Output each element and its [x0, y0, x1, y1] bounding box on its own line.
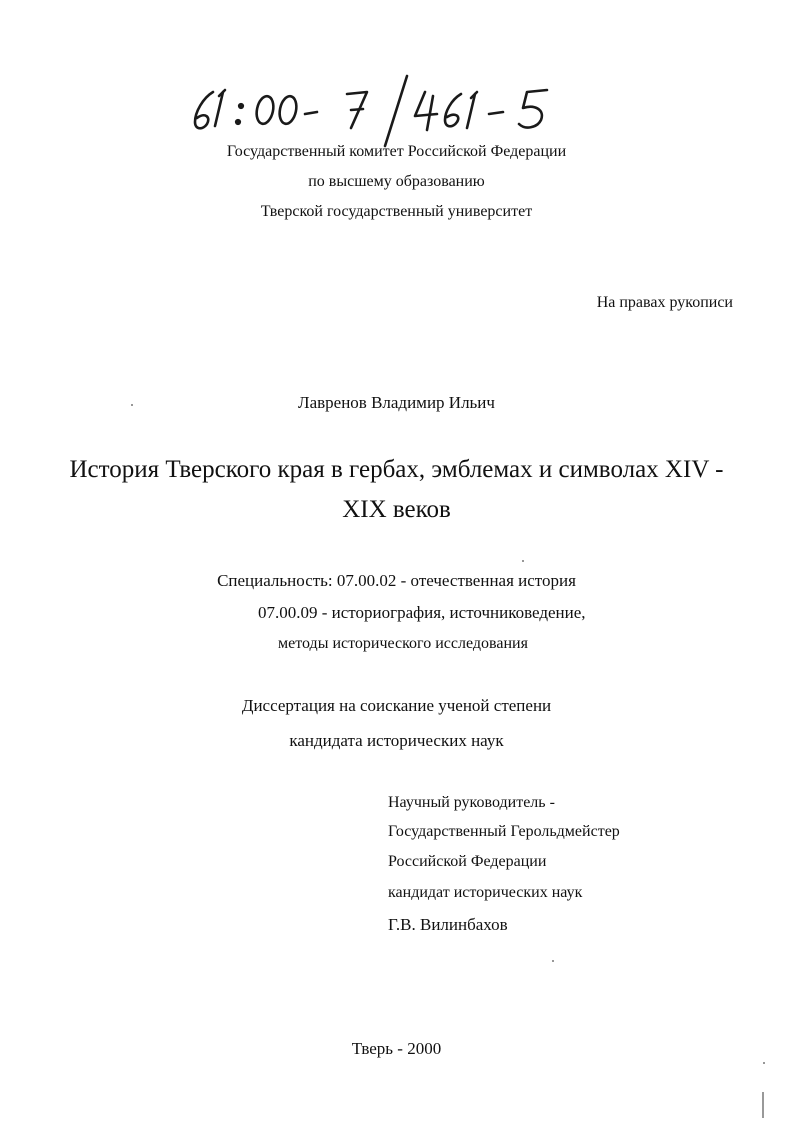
scan-speck	[763, 1062, 765, 1064]
degree-line-2: кандидата исторических наук	[289, 731, 504, 750]
ministry-subtitle: по высшему образованию	[308, 173, 485, 190]
place-and-year: Тверь - 2000	[351, 1039, 442, 1058]
supervisor-name: Г.В. Вилинбахов	[388, 915, 508, 934]
supervisor-degree: кандидат исторических наук	[388, 884, 583, 901]
supervisor-heading: Научный руководитель -	[388, 794, 555, 811]
dissertation-title-line-1: История Тверского края в гербах, эмблемах и символах XIV -	[69, 456, 724, 483]
specialty-line-3: методы исторического исследования	[278, 635, 528, 652]
scan-speck	[522, 560, 524, 562]
degree-line-1: Диссертация на соискание ученой степени	[241, 696, 552, 715]
supervisor-country: Российской Федерации	[388, 853, 547, 870]
dissertation-title-line-2: XIX веков	[342, 496, 451, 523]
supervisor-title: Государственный Герольдмейстер	[388, 823, 620, 840]
university-name: Тверской государственный университет	[260, 203, 533, 220]
manuscript-rights-note: На правах рукописи	[596, 294, 733, 311]
ministry-name: Государственный комитет Российской Федерации	[226, 143, 567, 160]
specialty-line-1: Специальность: 07.00.02 - отечественная история	[217, 571, 576, 590]
handwritten-archive-code	[175, 70, 575, 150]
scan-speck	[131, 404, 133, 406]
author-name: Лавренов Владимир Ильич	[298, 393, 495, 412]
specialty-line-2: 07.00.09 - историография, источниковедение,	[258, 603, 586, 622]
scan-edge-artifact	[762, 1092, 764, 1118]
scan-speck	[552, 960, 554, 962]
